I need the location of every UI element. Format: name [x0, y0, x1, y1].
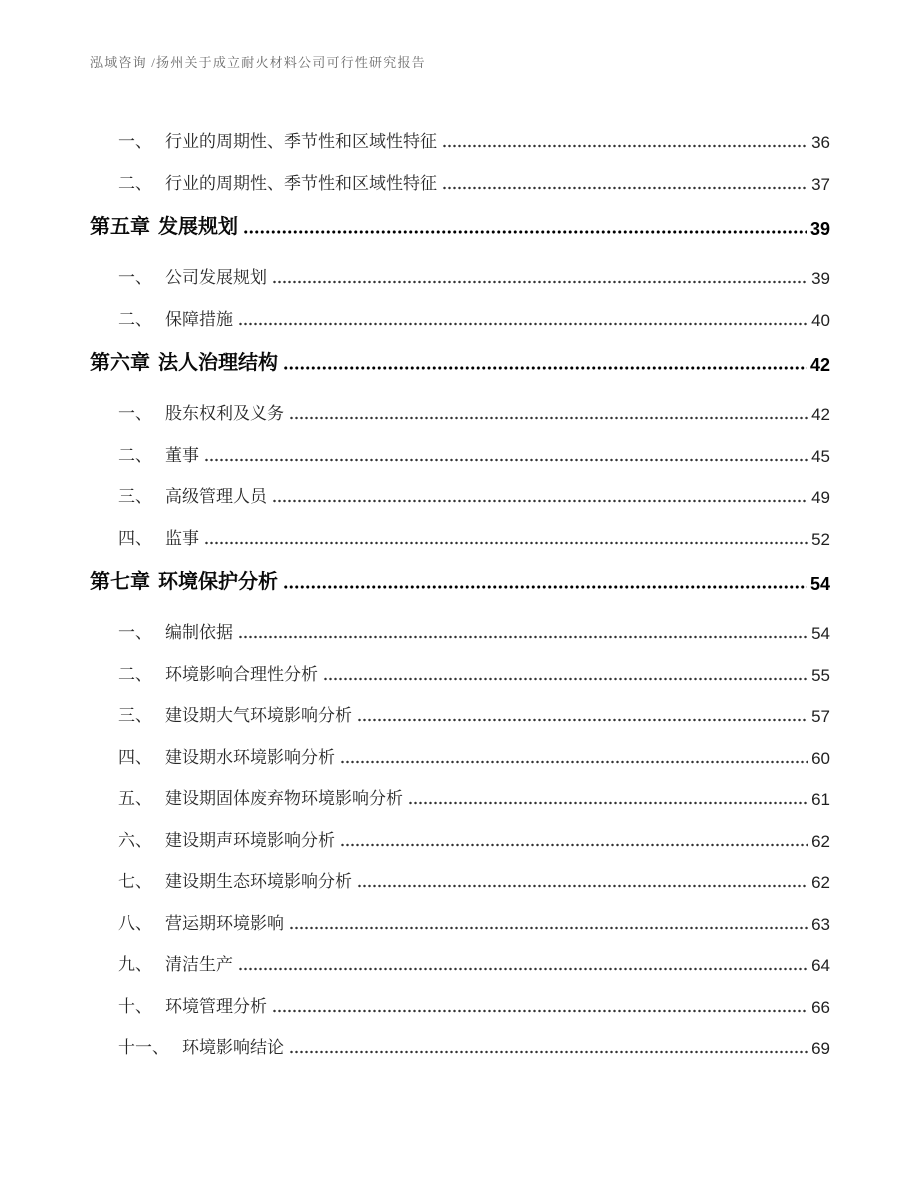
- toc-page-number: 40: [811, 310, 830, 330]
- toc-entry-title: 环境保护分析: [158, 571, 278, 593]
- toc-sub-entry[interactable]: [90, 441, 830, 465]
- dotted-leader: [357, 883, 808, 889]
- toc-sub-entry[interactable]: [90, 660, 830, 684]
- toc-sub-entry[interactable]: [90, 618, 830, 642]
- toc-sub-entry[interactable]: [90, 524, 830, 548]
- toc-list: [90, 127, 830, 1075]
- toc-page-number: 36: [811, 133, 830, 152]
- toc-chapter-entry[interactable]: [90, 210, 830, 238]
- toc-page-number: 66: [811, 997, 830, 1017]
- toc-entry-number: 二、: [118, 309, 152, 329]
- toc-entry-title: 建设期生态环境影响分析: [165, 872, 352, 892]
- toc-entry-number: 第五章: [90, 216, 150, 238]
- toc-sub-entry[interactable]: [90, 305, 830, 329]
- toc-entry-title: 建设期声环境影响分析: [165, 830, 335, 850]
- toc-entry-number: 八、: [118, 913, 152, 933]
- page-header: [90, 52, 426, 71]
- toc-chapter-entry[interactable]: [90, 346, 830, 374]
- toc-sub-entry[interactable]: [90, 950, 830, 974]
- toc-sub-entry[interactable]: [90, 909, 830, 933]
- dotted-leader: [238, 966, 808, 972]
- toc-entry-number: 二、: [118, 173, 152, 193]
- toc-page-number: 55: [811, 665, 830, 685]
- toc-entry-number: 四、: [118, 528, 152, 548]
- toc-sub-entry[interactable]: [90, 867, 830, 891]
- toc-sub-entry[interactable]: [90, 701, 830, 725]
- dotted-leader: [357, 717, 808, 723]
- dotted-leader: [272, 279, 808, 285]
- toc-entry-title: 法人治理结构: [158, 352, 278, 374]
- dotted-leader: [272, 498, 808, 504]
- toc-sub-entry[interactable]: [90, 169, 830, 193]
- toc-sub-entry[interactable]: [90, 743, 830, 767]
- toc-page-number: 57: [811, 707, 830, 726]
- toc-page-number: 39: [811, 269, 830, 288]
- toc-sub-entry[interactable]: [90, 399, 830, 423]
- dotted-leader: [340, 842, 808, 848]
- toc-entry-number: 十、: [118, 996, 152, 1016]
- toc-sub-entry[interactable]: [90, 992, 830, 1016]
- dotted-leader: [283, 584, 807, 590]
- toc-entry-number: 一、: [118, 404, 152, 424]
- toc-page-number: 42: [809, 355, 830, 375]
- toc-page-number: 64: [811, 956, 830, 975]
- toc-entry-number: 十一、: [118, 1038, 169, 1058]
- dotted-leader: [340, 759, 808, 765]
- toc-entry-title: 股东权利及义务: [165, 404, 284, 424]
- toc-page-number: 60: [811, 748, 830, 768]
- toc-entry-number: 一、: [118, 268, 152, 288]
- toc-page-number: 62: [811, 831, 830, 851]
- toc-sub-entry[interactable]: [90, 127, 830, 151]
- toc-entry-title: 监事: [165, 528, 199, 548]
- toc-entry-number: 二、: [118, 445, 152, 465]
- toc-entry-number: 第七章: [90, 571, 150, 593]
- toc-entry-title: 董事: [165, 445, 199, 465]
- dotted-leader: [243, 229, 807, 235]
- toc-entry-number: 三、: [118, 706, 152, 726]
- toc-entry-number: 第六章: [90, 352, 150, 374]
- header-text: 泓域咨询 /扬州关于成立耐火材料公司可行性研究报告: [90, 55, 426, 70]
- toc-entry-title: 发展规划: [158, 216, 238, 238]
- toc-sub-entry[interactable]: [90, 263, 830, 287]
- dotted-leader: [289, 415, 808, 421]
- toc-sub-entry[interactable]: [90, 784, 830, 808]
- toc-entry-number: 三、: [118, 487, 152, 507]
- toc-page-number: 63: [811, 914, 830, 934]
- dotted-leader: [204, 540, 808, 546]
- toc-entry-title: 环境管理分析: [165, 996, 267, 1016]
- toc-page-number: 52: [811, 529, 830, 549]
- toc-page-number: 54: [809, 574, 830, 594]
- toc-entry-title: 建设期水环境影响分析: [165, 747, 335, 767]
- toc-entry-number: 一、: [118, 623, 152, 643]
- toc-entry-number: 五、: [118, 789, 152, 809]
- dotted-leader: [283, 365, 807, 371]
- dotted-leader: [204, 457, 808, 463]
- toc-entry-number: 四、: [118, 747, 152, 767]
- toc-entry-title: 营运期环境影响: [165, 913, 284, 933]
- dotted-leader: [442, 185, 808, 191]
- toc-sub-entry[interactable]: [90, 826, 830, 850]
- toc-entry-number: 二、: [118, 664, 152, 684]
- toc-page-number: 45: [811, 446, 830, 466]
- dotted-leader: [289, 925, 808, 931]
- toc-entry-title: 建设期固体废弃物环境影响分析: [165, 789, 403, 809]
- dotted-leader: [289, 1049, 808, 1055]
- toc-entry-number: 六、: [118, 830, 152, 850]
- toc-entry-title: 编制依据: [165, 623, 233, 643]
- dotted-leader: [238, 634, 808, 640]
- toc-entry-title: 保障措施: [165, 309, 233, 329]
- toc-entry-title: 环境影响结论: [182, 1038, 284, 1058]
- toc-sub-entry[interactable]: [90, 1033, 830, 1057]
- dotted-leader: [442, 143, 808, 149]
- toc-entry-title: 建设期大气环境影响分析: [165, 706, 352, 726]
- toc-sub-entry[interactable]: [90, 482, 830, 506]
- toc-entry-title: 行业的周期性、季节性和区域性特征: [165, 132, 437, 152]
- toc-page-number: 39: [809, 219, 830, 239]
- toc-page-number: 62: [811, 873, 830, 892]
- toc-page-number: 54: [811, 624, 830, 643]
- toc-entry-number: 一、: [118, 132, 152, 152]
- dotted-leader: [323, 676, 808, 682]
- toc-entry-title: 环境影响合理性分析: [165, 664, 318, 684]
- dotted-leader: [238, 321, 808, 327]
- toc-page-number: 49: [811, 488, 830, 507]
- toc-entry-title: 高级管理人员: [165, 487, 267, 507]
- toc-entry-title: 公司发展规划: [165, 268, 267, 288]
- toc-page-number: 69: [811, 1039, 830, 1058]
- toc-page-number: 42: [811, 405, 830, 424]
- toc-entry-number: 九、: [118, 955, 152, 975]
- dotted-leader: [272, 1008, 808, 1014]
- toc-chapter-entry[interactable]: [90, 565, 830, 593]
- toc-entry-title: 行业的周期性、季节性和区域性特征: [165, 173, 437, 193]
- toc-page-number: 61: [811, 790, 830, 809]
- dotted-leader: [408, 800, 808, 806]
- toc-page-number: 37: [811, 174, 830, 194]
- toc-entry-title: 清洁生产: [165, 955, 233, 975]
- toc-entry-number: 七、: [118, 872, 152, 892]
